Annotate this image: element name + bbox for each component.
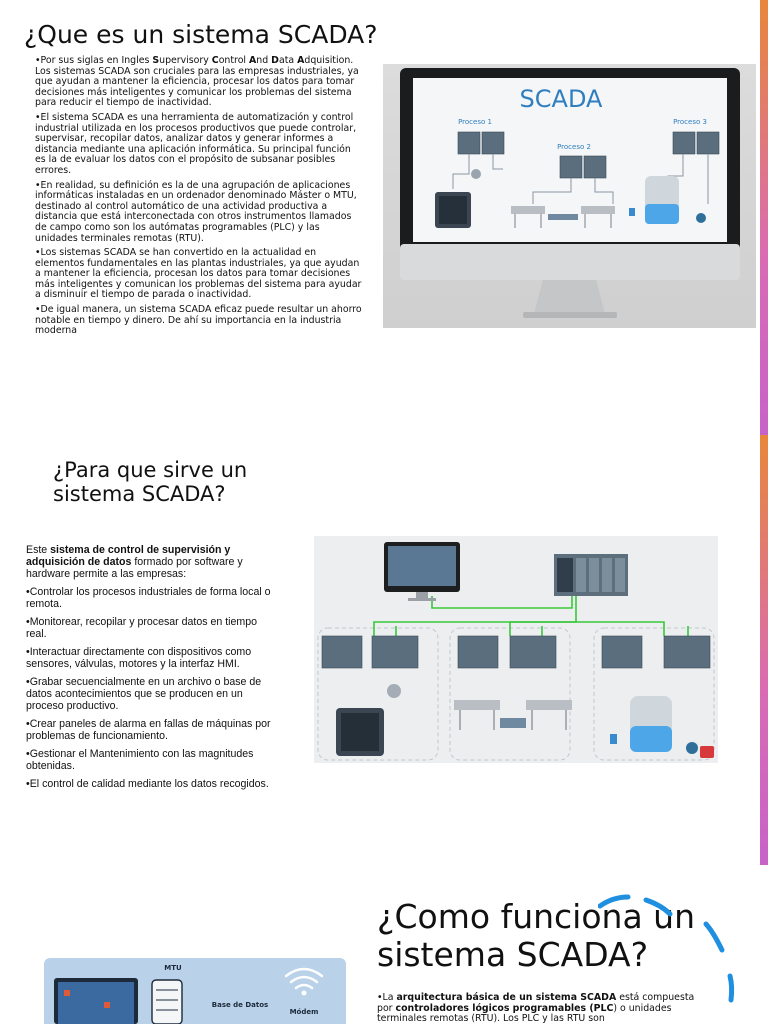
proceso2-label: Proceso 2 <box>557 143 591 151</box>
proceso1-label: Proceso 1 <box>458 118 492 126</box>
section1-title: ¿Que es un sistema SCADA? <box>24 20 378 49</box>
proceso3-label: Proceso 3 <box>673 118 707 126</box>
scada-architecture-image <box>44 958 346 1024</box>
edge-accent-bar-middle <box>760 435 768 865</box>
section2-text <box>26 544 272 796</box>
wifi-icon <box>286 969 322 988</box>
section3-title: ¿Como funciona un sistema SCADA? <box>377 897 695 974</box>
section2-item-5: •Crear paneles de alarma en fallas de máquinas por problemas de funcionamiento. <box>26 718 271 742</box>
scada-monitor-image <box>383 64 756 328</box>
scada-network-diagram-image <box>314 536 718 763</box>
base-de-datos-label: Base de Datos <box>211 1001 269 1009</box>
section1-paragraph-5: •De igual manera, un sistema SCADA eficaz puede resultar un ahorro notable en tiempo y dinero. De ahí su importancia en la industria moderna <box>35 304 362 337</box>
section2-item-2: •Monitorear, recopilar y procesar datos en tiempo real. <box>26 616 257 640</box>
section3-paragraph: •La arquitectura básica de un sistema SCADA está compuesta por controladores lógicos programables (PLC) o unidades terminales remotas (RTU). Los PLC y las RTU son <box>377 992 695 1025</box>
scada-heading: SCADA <box>519 85 603 113</box>
section2-item-4: •Grabar secuencialmente en un archivo o base de datos acontecimientos que se producen en un proceso productivo. <box>26 676 262 712</box>
edge-accent-bar-top <box>760 0 768 435</box>
section2-item-3: •Interactuar directamente con dispositivos como sensores, válvulas, motores y la interfaz HMI. <box>26 646 252 670</box>
section1-paragraph-2: •El sistema SCADA es una herramienta de automatización y control industrial utilizada en los procesos productivos que puede controlar, supervisar, recopilar datos, analizar datos y generar informes a distancia mediante una aplicación informática. Su principal función es la de evaluar los datos con el propósito de subsanar posibles errores. <box>35 111 357 176</box>
section2-item-1: •Controlar los procesos industriales de forma local o remota. <box>26 586 271 610</box>
modem-label: Módem <box>289 1008 319 1016</box>
section2-item-6: •Gestionar el Mantenimiento con las magnitudes obtenidas. <box>26 748 254 772</box>
section2-intro: Este sistema de control de supervisión y adquisición de datos formado por software y hardware permite a las empresas: <box>26 544 243 580</box>
section1-paragraph-3: •En realidad, su definición es la de una agrupación de aplicaciones informáticas instaladas en un ordenador denominado Máster o MTU, destinado al control automático de una actividad productiva a distancia que está interconectada con otros instrumentos llamados de campo como son los autómatas programables (PLC) y las unidades terminales remotas (RTU). <box>35 179 357 244</box>
section3-text <box>377 993 707 1025</box>
section1-paragraph-1: •Por sus siglas en Ingles Supervisory Control And Data Adquisition. Los sistemas SCADA son cruciales para las empresas industriales, ya que ayudan a mantener la eficiencia, procesar los datos para tomar decisiones más inteligentes y comunicar los problemas del sistema para reducir el tiempo de inactividad. <box>35 55 359 109</box>
mtu-label: MTU <box>164 964 182 972</box>
section1-text <box>35 56 362 341</box>
section2-title: ¿Para que sirve un sistema SCADA? <box>53 458 248 506</box>
section1-paragraph-4: •Los sistemas SCADA se han convertido en la actualidad en elementos fundamentales en las plantas industriales, ya que ayudan a mantener la eficiencia, procesan los datos para tomar decisiones más inteligentes y comunican los problemas del sistema para ayudar a disminuir el tiempo de parada o inactividad. <box>35 247 362 301</box>
section2-item-7: •El control de calidad mediante los datos recogidos. <box>26 778 269 790</box>
